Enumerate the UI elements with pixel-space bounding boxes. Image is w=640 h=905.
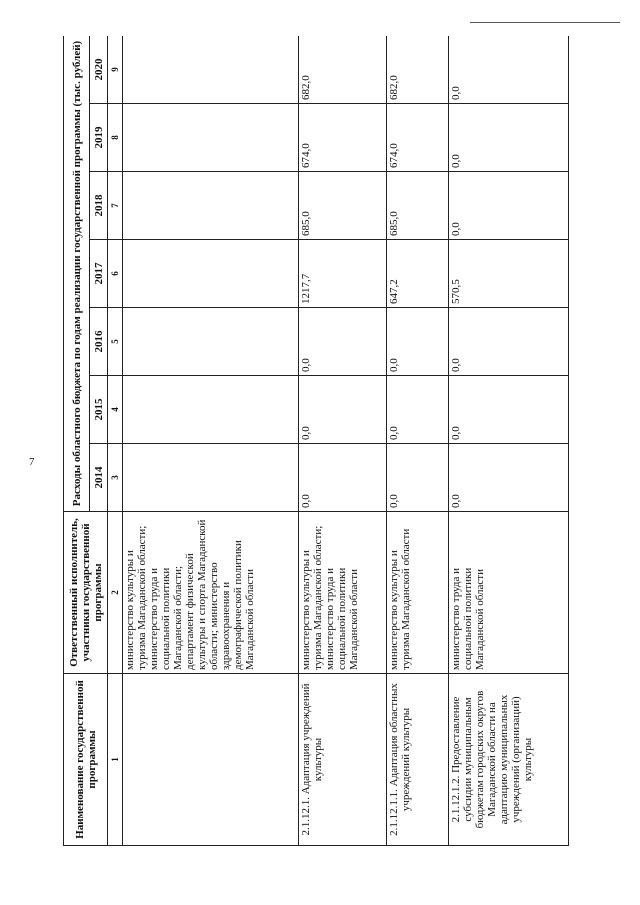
value-cell: 570,5 — [449, 240, 569, 308]
value-cell — [123, 240, 299, 308]
table-row — [449, 36, 569, 846]
value-cell: 0,0 — [387, 308, 449, 376]
value-cell: 0,0 — [299, 376, 387, 444]
value-cell: 0,0 — [387, 444, 449, 512]
value-cell: 685,0 — [299, 172, 387, 240]
value-cell: 674,0 — [387, 104, 449, 172]
column-index-row — [108, 36, 123, 846]
value-cell: 0,0 — [449, 172, 569, 240]
header-year: 2014 — [90, 444, 108, 512]
header-year: 2015 — [90, 376, 108, 444]
executor-cell: министерство культуры и туризма Магаданской области; министерство труда и социальной политики Магаданской области — [299, 512, 387, 674]
table-row — [123, 36, 299, 846]
column-index: 6 — [108, 240, 123, 308]
executor-cell: министерство труда и социальной политики Магаданской области — [449, 512, 569, 674]
header-year: 2019 — [90, 104, 108, 172]
value-cell: 0,0 — [449, 308, 569, 376]
value-cell: 674,0 — [299, 104, 387, 172]
column-index: 4 — [108, 376, 123, 444]
value-cell: 647,2 — [387, 240, 449, 308]
program-name-cell — [123, 674, 299, 846]
column-index: 7 — [108, 172, 123, 240]
value-cell: 0,0 — [299, 308, 387, 376]
value-cell: 682,0 — [299, 36, 387, 104]
program-name-cell: 2.1.12.1.1. Адаптация областных учреждений культуры — [387, 674, 449, 846]
value-cell: 682,0 — [387, 36, 449, 104]
rotated-page — [63, 36, 598, 846]
value-cell — [123, 36, 299, 104]
value-cell: 0,0 — [449, 104, 569, 172]
program-name-cell: 2.1.12.1. Адаптация учреждений культуры — [299, 674, 387, 846]
program-expenses-table — [63, 36, 569, 846]
value-cell: 0,0 — [449, 444, 569, 512]
page-number: 7 — [29, 456, 35, 468]
value-cell: 0,0 — [449, 36, 569, 104]
program-name-cell: 2.1.12.1.2. Предоставление субсидии муниципальным бюджетам городских округов Магаданской области на адаптацию муниципальных учреждений (организаций) культуры — [449, 674, 569, 846]
column-index: 5 — [108, 308, 123, 376]
header-year: 2016 — [90, 308, 108, 376]
header-expenses: Расходы областного бюджета по годам реализации государственной программы (тыс. рублей) — [64, 36, 90, 512]
value-cell — [123, 376, 299, 444]
value-cell: 0,0 — [299, 444, 387, 512]
header-executor: Ответственный исполнитель, участники государственной программы — [64, 512, 108, 674]
table-row — [299, 36, 387, 846]
value-cell: 685,0 — [387, 172, 449, 240]
header-year: 2020 — [90, 36, 108, 104]
header-year: 2017 — [90, 240, 108, 308]
value-cell — [123, 104, 299, 172]
top-rule — [470, 22, 620, 23]
column-index: 8 — [108, 104, 123, 172]
value-cell: 0,0 — [449, 376, 569, 444]
header-program-name: Наименование государственной программы — [64, 674, 108, 846]
value-cell — [123, 444, 299, 512]
table-row — [387, 36, 449, 846]
executor-cell: министерство культуры и туризма Магаданской области; министерство труда и социальной политики Магаданской области; департамент физической культуры и спорта Магаданской области; министерство здравоохранения и демографической политики Магаданской области — [123, 512, 299, 674]
column-index: 2 — [108, 512, 123, 674]
column-index: 3 — [108, 444, 123, 512]
value-cell — [123, 172, 299, 240]
executor-cell: министерство культуры и туризма Магаданской области — [387, 512, 449, 674]
column-index: 9 — [108, 36, 123, 104]
column-index: 1 — [108, 674, 123, 846]
value-cell: 0,0 — [387, 376, 449, 444]
header-year: 2018 — [90, 172, 108, 240]
value-cell — [123, 308, 299, 376]
value-cell: 1217,7 — [299, 240, 387, 308]
rotated-table-wrapper — [63, 36, 598, 846]
